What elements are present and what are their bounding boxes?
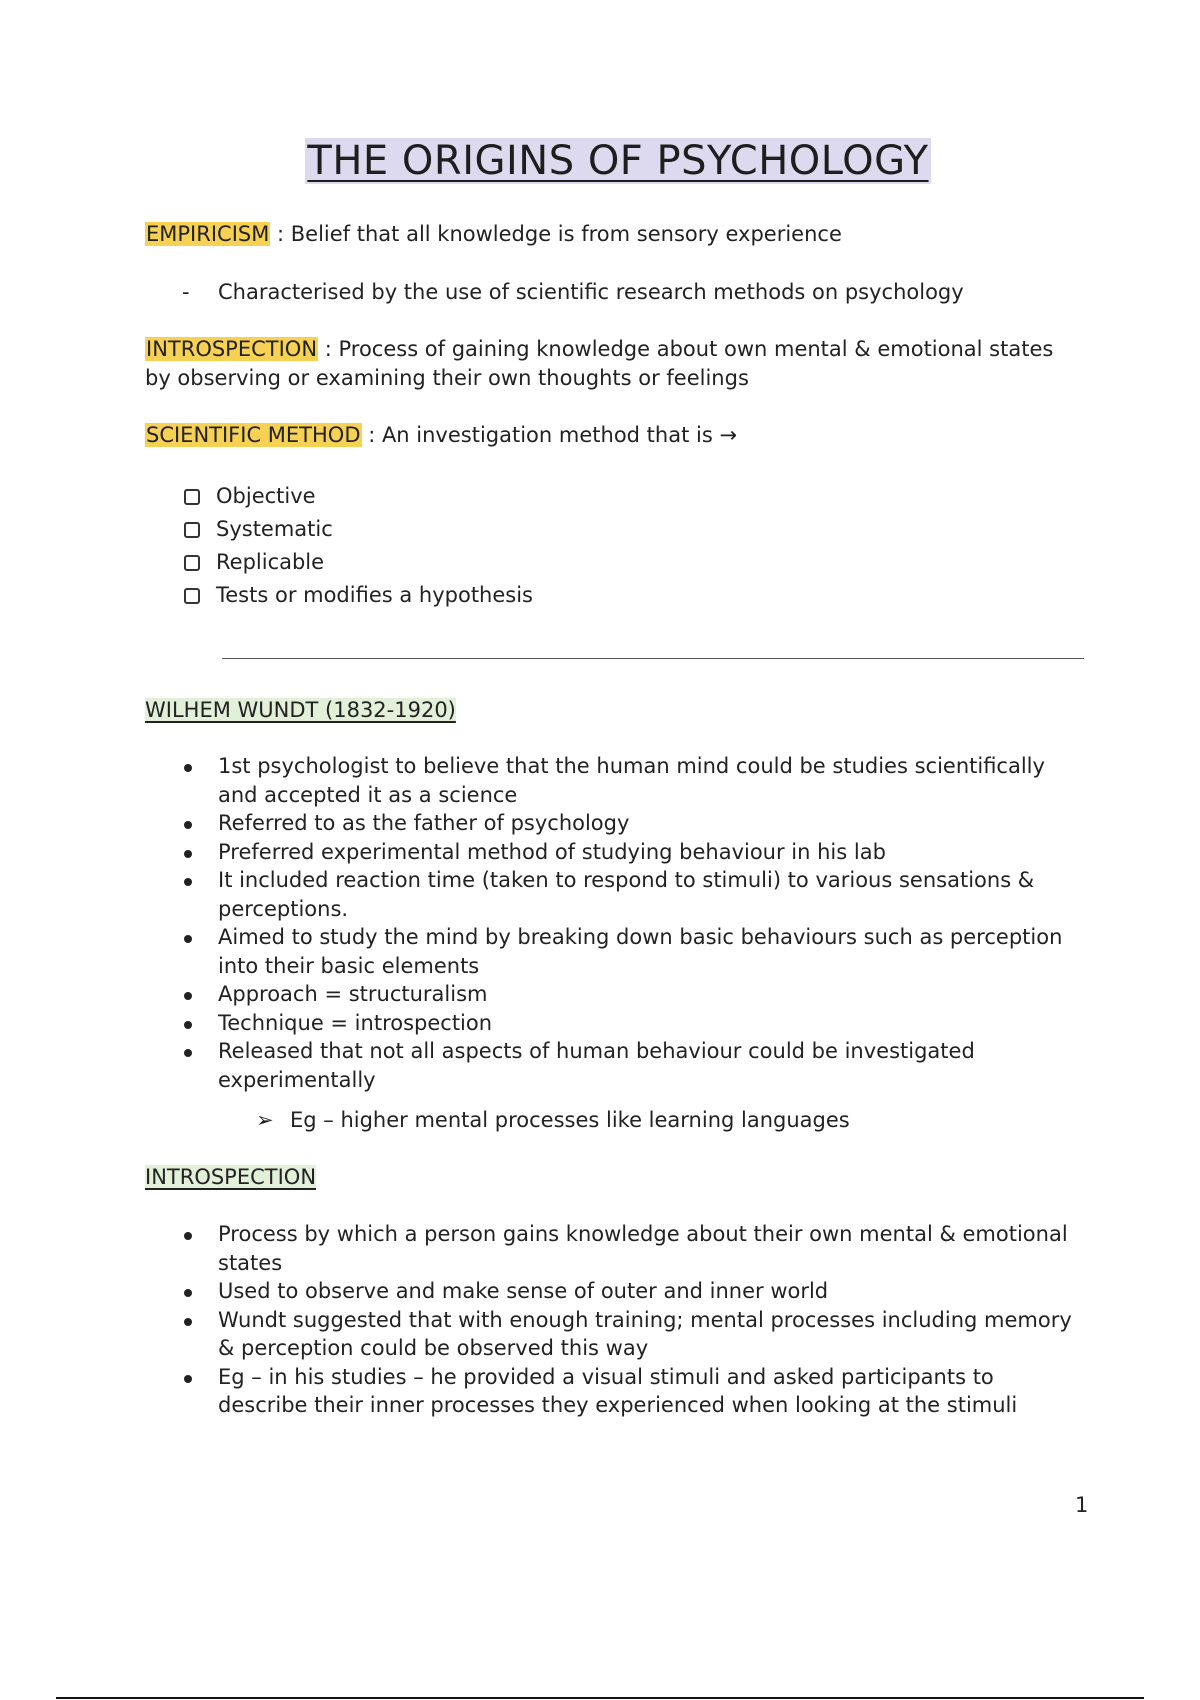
list-item: Approach = structuralism	[182, 980, 1087, 1009]
checkbox[interactable]	[184, 522, 200, 538]
page-bottom-border	[56, 1697, 1144, 1699]
term-empiricism: EMPIRICISM	[146, 222, 270, 246]
wundt-points	[182, 752, 1087, 1094]
introspection-heading: INTROSPECTION	[145, 1165, 317, 1189]
definition-empiricism-text: : Belief that all knowledge is from sensory experience	[270, 222, 842, 246]
checklist-item: Objective	[184, 480, 533, 513]
checklist-item: Replicable	[184, 546, 533, 579]
definition-scientific-method-text: : An investigation method that is →	[361, 423, 738, 447]
empiricism-sub-point	[182, 278, 964, 307]
list-item: Referred to as the father of psychology	[182, 809, 1087, 838]
introspection-points	[182, 1220, 1087, 1420]
checkbox[interactable]	[184, 555, 200, 571]
definition-scientific-method	[145, 421, 1085, 450]
list-item: Eg – in his studies – he provided a visual stimuli and asked participants to describe their inner processes they experienced when looking at the stimuli	[182, 1363, 1087, 1420]
page-title: THE ORIGINS OF PSYCHOLOGY	[307, 138, 929, 184]
definition-introspection-text: : Process of gaining knowledge about own mental & emotional states by observing or examining their own thoughts or feelings	[145, 337, 1054, 390]
list-item: Technique = introspection	[182, 1009, 1087, 1038]
checklist-item: Tests or modifies a hypothesis	[184, 579, 533, 612]
list-item: Aimed to study the mind by breaking down basic behaviours such as perception into their basic elements	[182, 923, 1087, 980]
empiricism-sub-point-text: Characterised by the use of scientific research methods on psychology	[218, 280, 964, 304]
list-item: Released that not all aspects of human behaviour could be investigated experimentally	[182, 1037, 1087, 1094]
arrow-bullet-icon: ➢	[256, 1108, 274, 1132]
checklist-item: Systematic	[184, 513, 533, 546]
scientific-method-checklist	[184, 480, 533, 612]
definition-introspection	[145, 335, 1085, 393]
list-item: It included reaction time (taken to respond to stimuli) to various sensations & perceptions.	[182, 866, 1087, 923]
list-item: Preferred experimental method of studying behaviour in his lab	[182, 838, 1087, 867]
list-item: Process by which a person gains knowledge about their own mental & emotional states	[182, 1220, 1087, 1277]
wundt-heading: WILHEM WUNDT (1832-1920)	[145, 698, 456, 722]
list-item: Used to observe and make sense of outer and inner world	[182, 1277, 1087, 1306]
dash-marker: -	[182, 280, 190, 304]
checkbox[interactable]	[184, 588, 200, 604]
term-scientific-method: SCIENTIFIC METHOD	[146, 423, 361, 447]
list-item: Wundt suggested that with enough training; mental processes including memory & perception could be observed this way	[182, 1306, 1087, 1363]
list-item: 1st psychologist to believe that the human mind could be studies scientifically and accepted it as a science	[182, 752, 1087, 809]
wundt-sub-point	[256, 1106, 850, 1135]
checkbox[interactable]	[184, 489, 200, 505]
term-introspection: INTROSPECTION	[146, 337, 318, 361]
section-divider	[222, 658, 1084, 659]
page-number: 1	[1075, 1493, 1089, 1517]
wundt-sub-point-text: Eg – higher mental processes like learning languages	[290, 1108, 850, 1132]
definition-empiricism	[145, 220, 1085, 249]
